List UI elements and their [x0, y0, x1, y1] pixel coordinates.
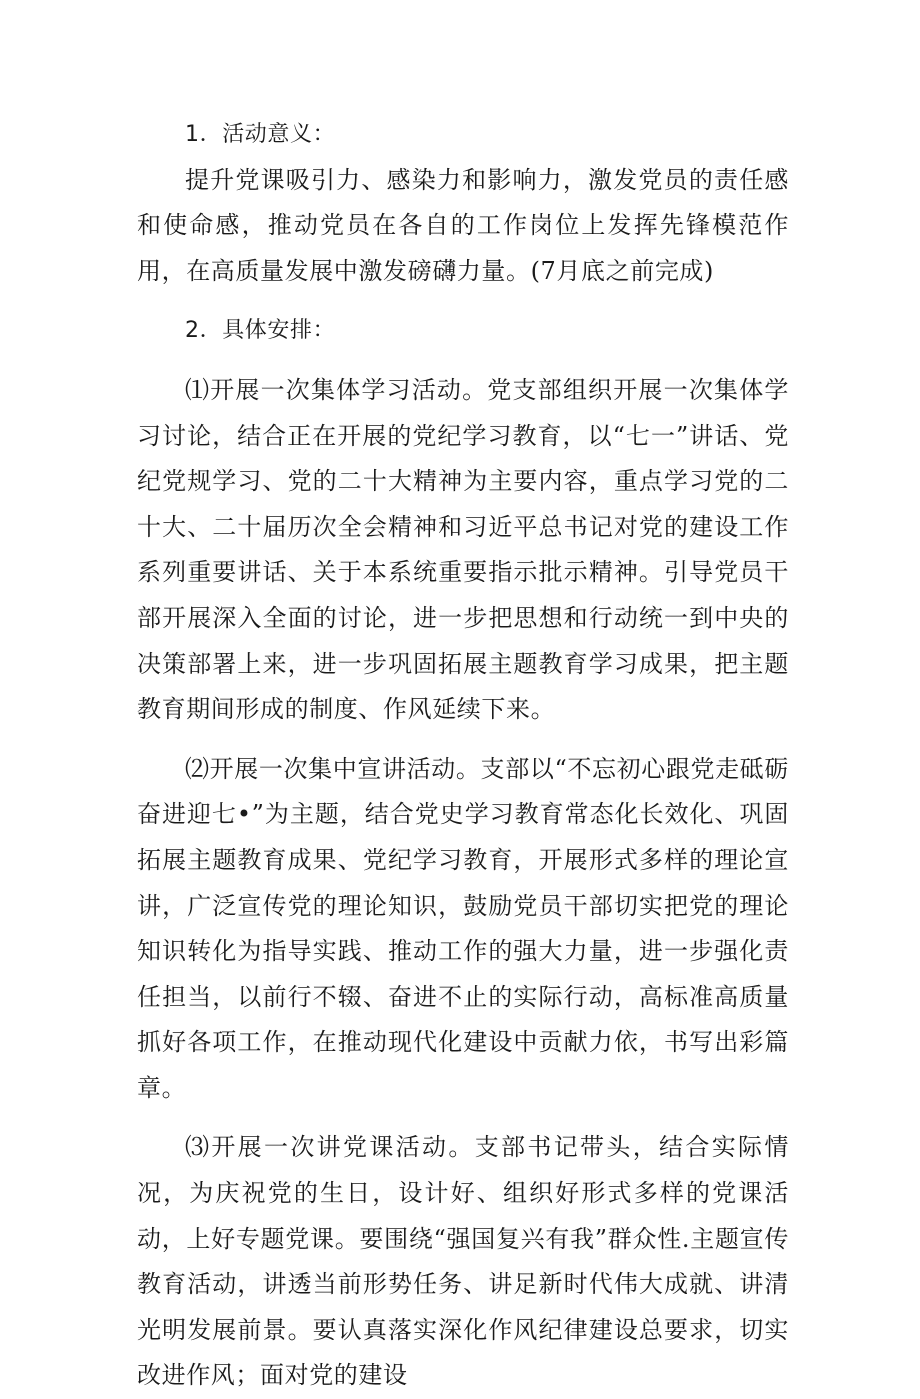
paragraph-item-3: ⑶开展一次讲党课活动。支部书记带头，结合实际情况，为庆祝党的生日，设计好、组织好形式多样的党课活动，上好专题党课。要围绕“强国复兴有我”群众性.主题宣传教育活动，讲透当前形势任务、讲足新时代伟大成就、讲清光明发展前景。要认真落实深化作风纪律建设总要求，切实改进作风；面对党的建设: [137, 1133, 789, 1390]
document-body: [137, 112, 789, 1399]
section-heading-purpose: 1．活动意义：: [185, 122, 336, 147]
paragraph-item-2: ⑵开展一次集中宣讲活动。支部以“不忘初心跟党走砥砺奋进迎七•”为主题，结合党史学习教育常态化长效化、巩固拓展主题教育成果、党纪学习教育，开展形式多样的理论宣讲，广泛宣传党的理论知识，鼓励党员干部切实把党的理论知识转化为指导实践、推动工作的强大力量，进一步强化责任担当，以前行不辍、奋进不止的实际行动，高标准高质量抓好各项工作，在推动现代化建设中贡献力依，书写出彩篇章。: [137, 754, 789, 1102]
paragraph-item-1: ⑴开展一次集体学习活动。党支部组织开展一次集体学习讨论，结合正在开展的党纪学习教育，以“七一”讲话、党纪党规学习、党的二十大精神为主要内容，重点学习党的二十大、二十届历次全会精神和习近平总书记对党的建设工作系列重要讲话、关于本系统重要指示批示精神。引导党员干部开展深入全面的讨论，进一步把思想和行动统一到中央的决策部署上来，进一步巩固拓展主题教育学习成果，把主题教育期间形成的制度、作风延续下来。: [137, 375, 789, 724]
paragraph-purpose: 提升党课吸引力、感染力和影响力，激发党员的责任感和使命感，推动党员在各自的工作岗位上发挥先锋模范作用，在高质量发展中激发磅礴力量。(7月底之前完成): [137, 165, 789, 285]
section-heading-arrangement: 2．具体安排：: [185, 318, 336, 344]
